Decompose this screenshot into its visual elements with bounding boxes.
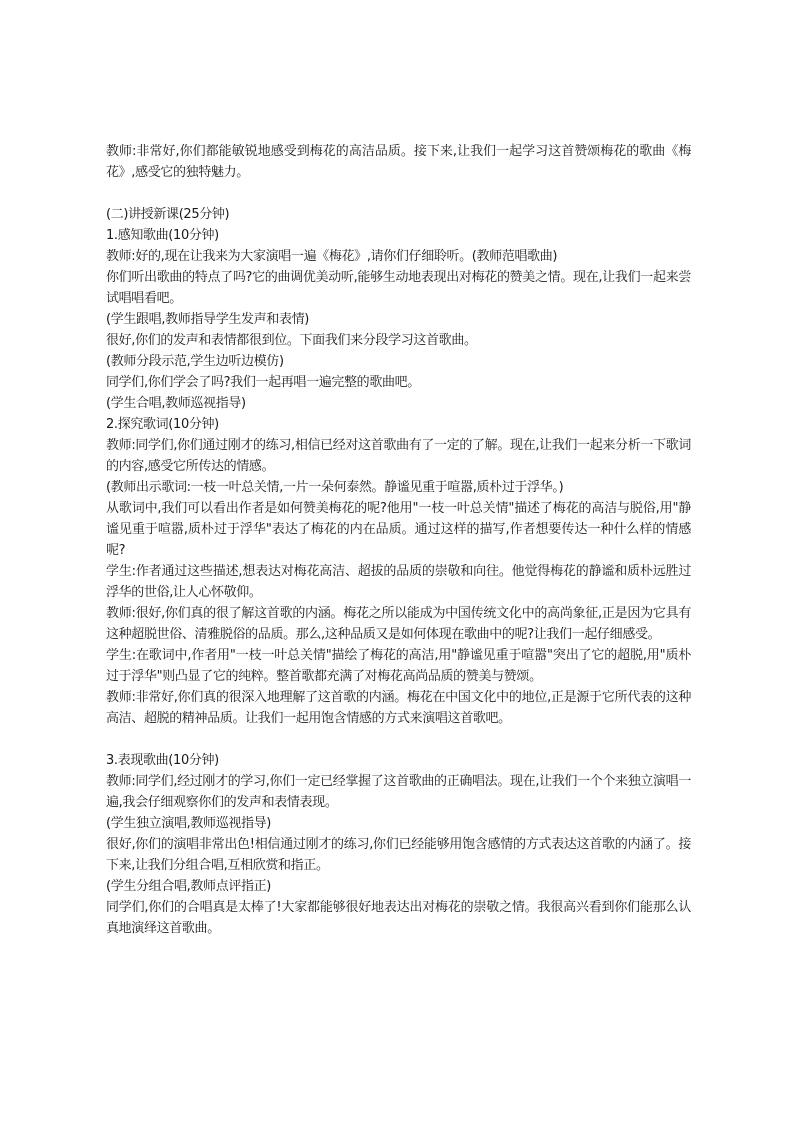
subheading-perceive-song: 1.感知歌曲(10分钟)	[106, 228, 219, 243]
subheading-perform-song: 3.表现歌曲(10分钟)	[106, 753, 219, 768]
paragraph-segment-demo: (教师分段示范,学生边听边模仿)	[106, 354, 284, 369]
subheading-explore-lyrics: 2.探究歌词(10分钟)	[106, 417, 219, 432]
paragraph-show-lyrics: (教师出示歌词:一枝一叶总关情,一片一朵何泰然。静谧见重于喧嚣,质朴过于浮华。)	[106, 480, 564, 495]
paragraph-student-answer-2: 学生:在歌词中,作者用"一枝一叶总关情"描绘了梅花的高洁,用"静谧见重于喧嚣"突出了它的超脱,用"质朴过于浮华"则凸显了它的纯粹。整首歌都充满了对梅花高尚品质的赞美与赞颂。	[106, 648, 691, 684]
paragraph-solo-guide: (学生独立演唱,教师巡视指导)	[106, 816, 272, 831]
paragraph-analyze-lyrics: 教师:同学们,你们通过刚才的练习,相信已经对这首歌曲有了一定的了解。现在,让我们一起来分析一下歌词的内容,感受它所传达的情感。	[106, 438, 691, 474]
paragraph-teacher-sing: 教师:好的,现在让我来为大家演唱一遍《梅花》,请你们仔细聆听。(教师范唱歌曲)	[106, 249, 558, 264]
paragraph-group-chorus: 很好,你们的演唱非常出色!相信通过刚才的练习,你们已经能够用饱含感情的方式表达这首歌的内涵了。接下来,让我们分组合唱,互相欣赏和指正。	[106, 837, 691, 873]
section-heading-new-lesson: (二)讲授新课(25分钟)	[106, 207, 230, 222]
paragraph-intro: 教师:非常好,你们都能敏锐地感受到梅花的高洁品质。接下来,让我们一起学习这首赞颂梅花的歌曲《梅花》,感受它的独特魅力。	[106, 144, 691, 180]
paragraph-sing-again: 同学们,你们学会了吗?我们一起再唱一遍完整的歌曲吧。	[106, 375, 420, 390]
paragraph-lyrics-question: 从歌词中,我们可以看出作者是如何赞美梅花的呢?他用"一枝一叶总关情"描述了梅花的高洁与脱俗,用"静谧见重于喧嚣,质朴过于浮华"表达了梅花的内在品质。通过这样的描写,作者想要传达一种什么样的情感呢?	[106, 501, 691, 558]
document-body	[106, 141, 691, 939]
paragraph-chorus-guide: (学生合唱,教师巡视指导)	[106, 396, 246, 411]
paragraph-song-features: 你们听出歌曲的特点了吗?它的曲调优美动听,能够生动地表现出对梅花的赞美之情。现在,让我们一起来尝试唱唱看吧。	[106, 270, 691, 306]
blank-line	[106, 183, 691, 204]
paragraph-solo-singing: 教师:同学们,经过刚才的学习,你们一定已经掌握了这首歌曲的正确唱法。现在,让我们一个个来独立演唱一遍,我会仔细观察你们的发声和表情表现。	[106, 774, 691, 810]
paragraph-teacher-response-1: 教师:很好,你们真的很了解这首歌的内涵。梅花之所以能成为中国传统文化中的高尚象征,正是因为它具有这种超脱世俗、清雅脱俗的品质。那么,这种品质又是如何体现在歌曲中的呢?让我们一起仔细感受。	[106, 606, 691, 642]
blank-line	[106, 729, 691, 750]
paragraph-good-expression: 很好,你们的发声和表情都很到位。下面我们来分段学习这首歌曲。	[106, 333, 477, 348]
paragraph-closing-praise: 同学们,你们的合唱真是太棒了!大家都能够很好地表达出对梅花的崇敬之情。我很高兴看到你们能那么认真地演绎这首歌曲。	[106, 900, 691, 936]
paragraph-student-follow: (学生跟唱,教师指导学生发声和表情)	[106, 312, 309, 327]
paragraph-student-answer-1: 学生:作者通过这些描述,想表达对梅花高洁、超拔的品质的崇敬和向往。他觉得梅花的静谧和质朴远胜过浮华的世俗,让人心怀敬仰。	[106, 564, 691, 600]
paragraph-group-comment: (学生分组合唱,教师点评指正)	[106, 879, 272, 894]
paragraph-teacher-response-2: 教师:非常好,你们真的很深入地理解了这首歌的内涵。梅花在中国文化中的地位,正是源于它所代表的这种高洁、超脱的精神品质。让我们一起用饱含情感的方式来演唱这首歌吧。	[106, 690, 691, 726]
